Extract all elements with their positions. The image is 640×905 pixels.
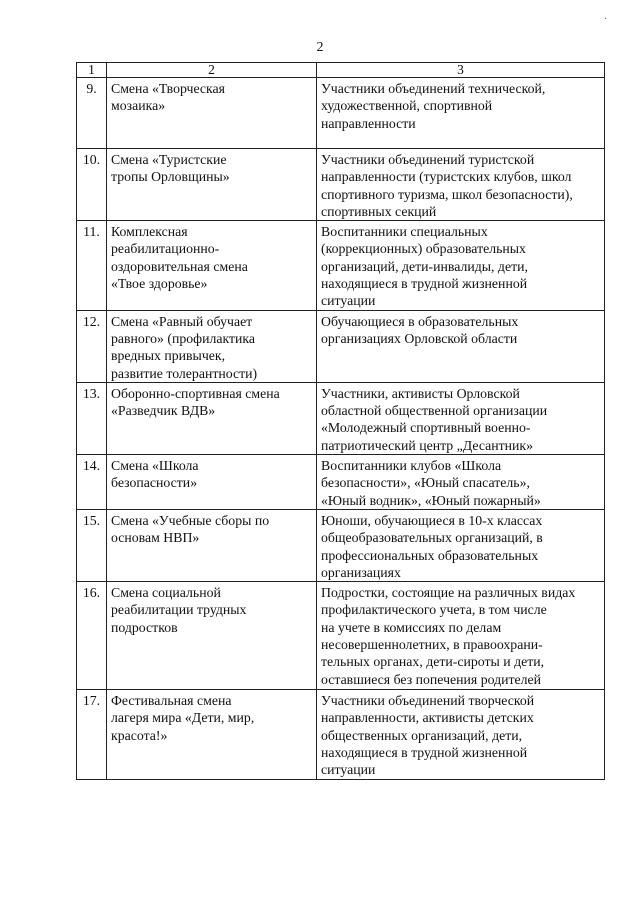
participants-line: Воспитанники клубов «Школа [321,458,502,474]
table-row [77,149,605,221]
page-number: 2 [316,40,324,55]
corner-mark: · [604,14,608,25]
row-number: 17. [77,690,107,779]
row-number: 15. [77,509,107,581]
participants-line: ситуации [321,293,376,309]
participants-line: на учете в комиссиях по делам [321,619,502,635]
participants-line: (коррекционных) образовательных [321,241,526,257]
participants-line: организаций, дети-инвалиды, дети, [321,258,528,274]
table-row [77,310,605,382]
participants-line: находящиеся в трудной жизненной [321,745,528,761]
shift-name-line: безопасности» [111,475,198,491]
shift-name [107,690,317,779]
shift-name-line: вредных привычек, [111,348,226,364]
participants-line: общеобразовательных организаций, в [321,530,543,546]
row-number: 16. [77,582,107,690]
table-row [77,78,605,149]
participants-line: профессиональных образовательных [321,547,539,563]
shift-name-line: Смена социальной [111,585,221,601]
shift-name-line: лагеря мира «Дети, мир, [111,710,255,726]
participants-line: Обучающиеся в образовательных [321,313,519,329]
participants-line: патриотический центр „Десантник» [321,437,534,453]
shift-name-line: оздоровительная смена [111,258,248,274]
row-number: 14. [77,455,107,510]
shift-name [107,78,317,149]
participants-line: ситуации [321,762,376,778]
shift-name-line: реабилитационно- [111,241,220,257]
shift-name [107,455,317,510]
shift-name-line: Комплексная [111,224,188,240]
table-row [77,582,605,690]
row-number: 12. [77,310,107,382]
table-row [77,382,605,454]
participants-line: направленности [321,115,416,131]
shift-name [107,149,317,221]
shift-name-line: мозаика» [111,98,166,114]
participants [317,690,605,779]
shift-name-line: Смена «Творческая [111,81,226,96]
participants-line: «Юный водник», «Юный пожарный» [321,492,541,508]
participants [317,149,605,221]
header-col-3: 3 [317,63,605,78]
participants-line: общественных организаций, дети, [321,727,523,743]
shift-name [107,310,317,382]
table-row [77,455,605,510]
row-number: 11. [77,221,107,310]
shift-name-line: тропы Орловщины» [111,169,230,185]
participants [317,582,605,690]
shift-name [107,221,317,310]
participants [317,382,605,454]
participants-line: спортивных секций [321,203,437,219]
participants-line: организациях [321,564,401,580]
participants-line: областной общественной организации [321,403,548,419]
shift-name-line: Смена «Учебные сборы по [111,512,270,528]
participants-line: Юноши, обучающиеся в 10-х классах [321,512,543,528]
participants [317,455,605,510]
participants-line: безопасности», «Юный спасатель», [321,475,530,491]
participants-line: Воспитанники специальных [321,224,488,240]
participants-line: Участники объединений туристской [321,152,535,167]
shift-name-line: Фестивальная смена [111,693,232,709]
header-col-1: 1 [77,63,107,78]
participants-line: художественной, спортивной [321,98,493,114]
participants-line: организациях Орловской области [321,330,518,346]
shift-name-line: Смена «Школа [111,458,199,474]
program-table [76,62,605,780]
participants-line: оставшиеся без попечения родителей [321,671,542,687]
shift-name [107,509,317,581]
participants-line: находящиеся в трудной жизненной [321,276,528,292]
table-row [77,509,605,581]
shift-name-line: Смена «Туристские [111,152,227,167]
table-header-row [77,63,605,78]
table-row [77,221,605,310]
participants-line: Подростки, состоящие на различных видах [321,585,576,601]
participants-line: «Молодежный спортивный военно- [321,420,531,436]
header-col-2: 2 [107,63,317,78]
participants-line: направленности (туристских клубов, школ [321,169,572,185]
shift-name-line: равного» (профилактика [111,330,256,346]
shift-name-line: подростков [111,619,178,635]
row-number: 13. [77,382,107,454]
shift-name-line: основам НВП» [111,530,200,546]
shift-name-line: «Разведчик ВДВ» [111,403,216,419]
row-number: 9. [77,78,107,149]
row-number: 10. [77,149,107,221]
participants-line: тельных органах, дети-сироты и дети, [321,654,545,670]
table-row [77,690,605,779]
participants [317,78,605,149]
participants-line: Участники объединений творческой [321,693,535,709]
participants-line: Участники объединений технической, [321,81,546,96]
shift-name-line: реабилитации трудных [111,602,247,618]
participants-line: спортивного туризма, школ безопасности), [321,186,573,202]
participants-line: направленности, активисты детских [321,710,534,726]
participants-line: профилактического учета, в том числе [321,602,547,618]
shift-name [107,382,317,454]
participants [317,221,605,310]
participants-line: Участники, активисты Орловской [321,385,520,401]
shift-name-line: Смена «Равный обучает [111,313,253,329]
shift-name [107,582,317,690]
table-body [77,78,605,780]
participants-line: несовершеннолетних, в правоохрани- [321,637,543,653]
shift-name-line: развитие толерантности) [111,365,258,381]
shift-name-line: красота!» [111,727,168,743]
shift-name-line: Оборонно-спортивная смена [111,385,280,401]
shift-name-line: «Твое здоровье» [111,276,208,292]
participants [317,509,605,581]
participants [317,310,605,382]
